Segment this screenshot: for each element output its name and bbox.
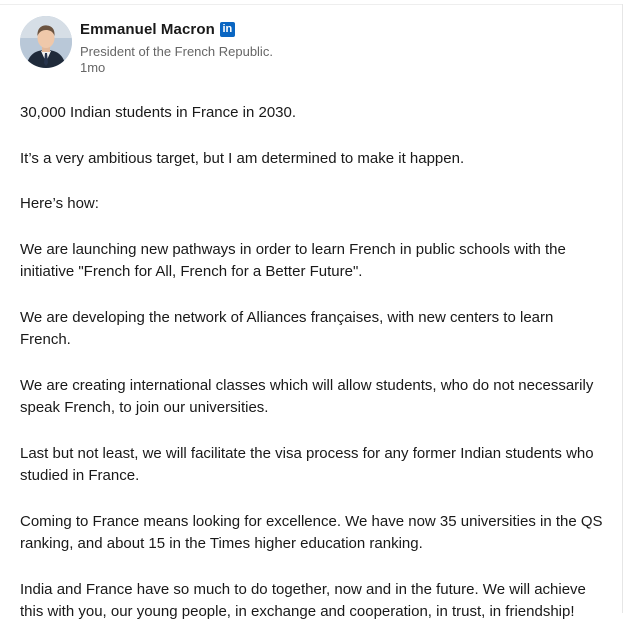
post-body	[20, 102, 605, 624]
post-top-border	[0, 4, 623, 5]
post-paragraph: Last but not least, we will facilitate the visa process for any former Indian students who studied in France.	[20, 444, 594, 484]
avatar-photo-icon	[20, 16, 72, 68]
post-paragraph: It’s a very ambitious target, but I am determined to make it happen.	[20, 149, 465, 167]
author-name[interactable]: Emmanuel Macron	[80, 20, 215, 38]
post-timestamp: 1mo	[80, 60, 106, 75]
post-paragraph: 30,000 Indian students in France in 2030.	[20, 104, 297, 121]
post-paragraph: Coming to France means looking for excellence. We have now 35 universities in the QS ranking, and about 15 in the Times higher education ranking.	[20, 512, 603, 552]
post-header	[20, 14, 605, 84]
post-paragraph: We are creating international classes which will allow students, who do not necessarily speak French, to join our universities.	[20, 376, 594, 416]
author-meta	[80, 14, 273, 76]
post-paragraph: We are launching new pathways in order to learn French in public schools with the initiative "French for All, French for a Better Future".	[20, 240, 566, 280]
post-paragraph: India and France have so much to do together, now and in the future. We will achieve this with you, our young people, in exchange and cooperation, in trust, in friendship!	[20, 580, 586, 620]
post-paragraph: Here’s how:	[20, 195, 99, 212]
post-paragraph: We are developing the network of Alliances françaises, with new centers to learn French.	[20, 308, 554, 348]
author-headline: President of the French Republic.	[80, 44, 273, 59]
linkedin-logo-icon: in	[220, 22, 235, 37]
author-name-row	[80, 19, 273, 39]
post-right-border	[622, 4, 623, 613]
avatar[interactable]	[20, 16, 72, 68]
